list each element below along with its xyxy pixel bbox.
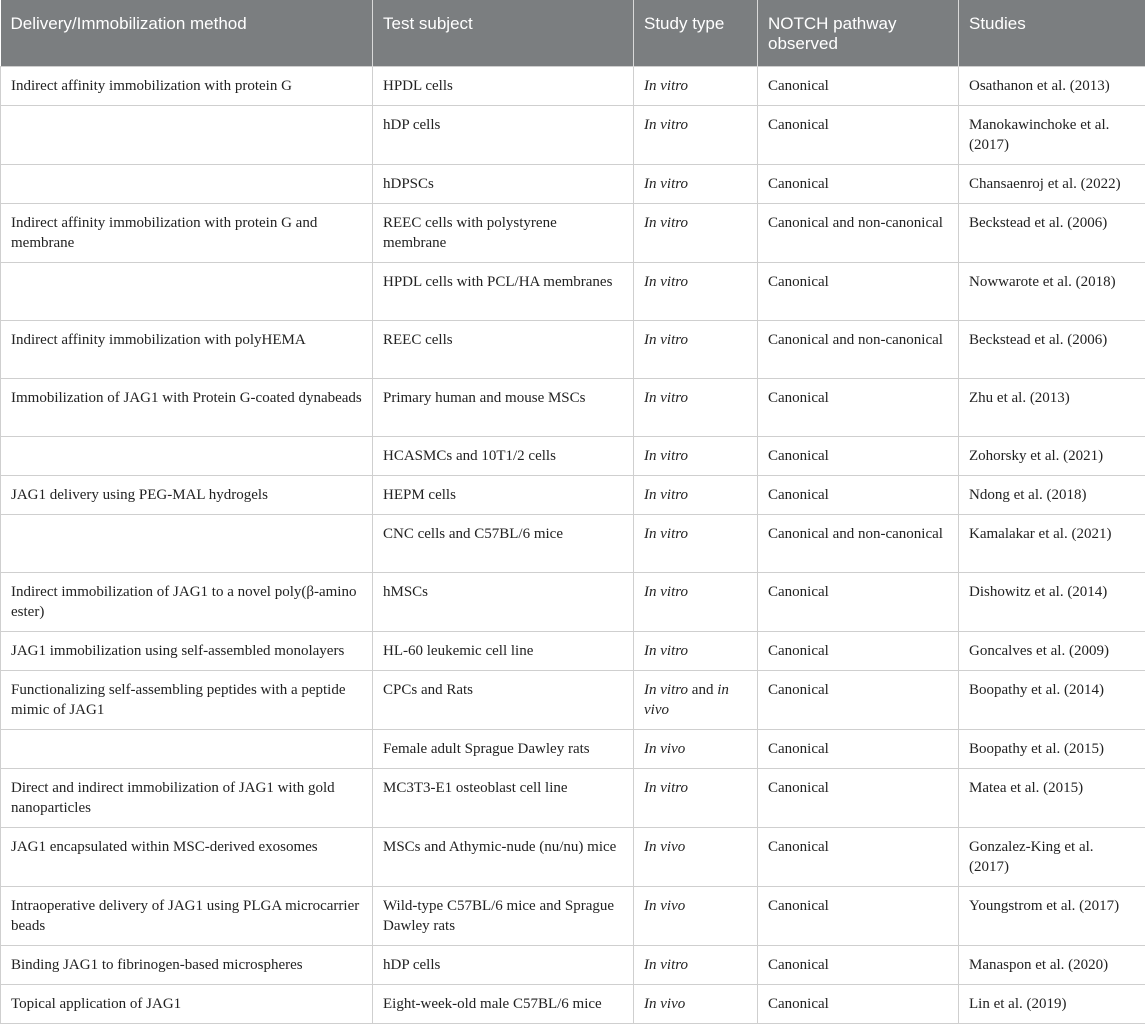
cell-test-subject: hDP cells [373,106,634,165]
table-row [1,437,1145,476]
cell-study-type: In vivo [634,887,758,946]
table-row [1,730,1145,769]
cell-studies: Manokawinchoke et al. (2017) [959,106,1145,165]
cell-notch-pathway: Canonical and non-canonical [758,321,959,379]
cell-method: Direct and indirect immobilization of JAG1 with gold nanoparticles [1,769,373,828]
cell-studies: Nowwarote et al. (2018) [959,263,1145,321]
cell-studies: Youngstrom et al. (2017) [959,887,1145,946]
cell-test-subject: hMSCs [373,573,634,632]
cell-study-type: In vitro [634,946,758,985]
cell-test-subject: REEC cells with polystyrene membrane [373,204,634,263]
cell-studies: Lin et al. (2019) [959,985,1145,1024]
cell-studies: Zhu et al. (2013) [959,379,1145,437]
table-row [1,476,1145,515]
cell-test-subject: hDPSCs [373,165,634,204]
table-body [1,67,1145,1024]
table-row [1,769,1145,828]
cell-test-subject: Female adult Sprague Dawley rats [373,730,634,769]
cell-method: Indirect immobilization of JAG1 to a novel poly(β-amino ester) [1,573,373,632]
cell-studies: Gonzalez-King et al. (2017) [959,828,1145,887]
table-row [1,671,1145,730]
column-header-test-subject: Test subject [373,0,634,67]
cell-study-type: In vivo [634,828,758,887]
cell-test-subject: HEPM cells [373,476,634,515]
cell-method: Binding JAG1 to fibrinogen-based microspheres [1,946,373,985]
cell-test-subject: HPDL cells with PCL/HA membranes [373,263,634,321]
cell-studies: Boopathy et al. (2014) [959,671,1145,730]
cell-method: Topical application of JAG1 [1,985,373,1024]
cell-study-type: In vitro [634,321,758,379]
cell-studies: Zohorsky et al. (2021) [959,437,1145,476]
cell-notch-pathway: Canonical [758,730,959,769]
cell-studies: Dishowitz et al. (2014) [959,573,1145,632]
cell-notch-pathway: Canonical [758,671,959,730]
cell-method: Indirect affinity immobilization with polyHEMA [1,321,373,379]
cell-method: Indirect affinity immobilization with protein G [1,67,373,106]
cell-studies: Chansaenroj et al. (2022) [959,165,1145,204]
cell-study-type: In vivo [634,985,758,1024]
cell-notch-pathway: Canonical [758,263,959,321]
cell-study-type: In vitro [634,437,758,476]
cell-study-type: In vitro [634,476,758,515]
cell-method: Indirect affinity immobilization with protein G and membrane [1,204,373,263]
cell-notch-pathway: Canonical [758,887,959,946]
cell-studies: Beckstead et al. (2006) [959,204,1145,263]
table-row [1,379,1145,437]
header-row [1,0,1145,67]
cell-test-subject: MC3T3-E1 osteoblast cell line [373,769,634,828]
cell-method [1,106,373,165]
cell-method: Immobilization of JAG1 with Protein G-coated dynabeads [1,379,373,437]
cell-test-subject: HPDL cells [373,67,634,106]
cell-study-type: In vitro [634,263,758,321]
cell-notch-pathway: Canonical [758,165,959,204]
cell-studies: Boopathy et al. (2015) [959,730,1145,769]
table-row [1,985,1145,1024]
cell-test-subject: REEC cells [373,321,634,379]
table-row [1,515,1145,573]
cell-method [1,263,373,321]
table-row [1,263,1145,321]
cell-study-type: In vivo [634,730,758,769]
cell-notch-pathway: Canonical [758,946,959,985]
cell-test-subject: hDP cells [373,946,634,985]
cell-test-subject: MSCs and Athymic-nude (nu/nu) mice [373,828,634,887]
cell-test-subject: Wild-type C57BL/6 mice and Sprague Dawley rats [373,887,634,946]
column-header-studies: Studies [959,0,1145,67]
column-header-notch-pathway: NOTCH pathway observed [758,0,959,67]
table-row [1,67,1145,106]
cell-notch-pathway: Canonical [758,67,959,106]
cell-method [1,437,373,476]
column-header-study-type: Study type [634,0,758,67]
cell-notch-pathway: Canonical [758,476,959,515]
cell-notch-pathway: Canonical [758,573,959,632]
cell-method: JAG1 delivery using PEG-MAL hydrogels [1,476,373,515]
cell-notch-pathway: Canonical and non-canonical [758,515,959,573]
cell-study-type: In vitro [634,204,758,263]
cell-studies: Manaspon et al. (2020) [959,946,1145,985]
table-row [1,204,1145,263]
cell-test-subject: CNC cells and C57BL/6 mice [373,515,634,573]
cell-study-type: In vitro and in vivo [634,671,758,730]
cell-studies: Beckstead et al. (2006) [959,321,1145,379]
cell-test-subject: Primary human and mouse MSCs [373,379,634,437]
cell-test-subject: HL-60 leukemic cell line [373,632,634,671]
table-row [1,632,1145,671]
cell-test-subject: Eight-week-old male C57BL/6 mice [373,985,634,1024]
cell-studies: Matea et al. (2015) [959,769,1145,828]
cell-notch-pathway: Canonical [758,106,959,165]
table-row [1,165,1145,204]
cell-studies: Osathanon et al. (2013) [959,67,1145,106]
cell-test-subject: CPCs and Rats [373,671,634,730]
cell-method: Functionalizing self-assembling peptides with a peptide mimic of JAG1 [1,671,373,730]
cell-study-type: In vitro [634,515,758,573]
cell-studies: Ndong et al. (2018) [959,476,1145,515]
cell-method [1,730,373,769]
table-row [1,887,1145,946]
cell-notch-pathway: Canonical [758,379,959,437]
cell-study-type: In vitro [634,106,758,165]
cell-studies: Kamalakar et al. (2021) [959,515,1145,573]
cell-notch-pathway: Canonical [758,985,959,1024]
table-row [1,106,1145,165]
cell-test-subject: HCASMCs and 10T1/2 cells [373,437,634,476]
cell-study-type: In vitro [634,769,758,828]
table-row [1,946,1145,985]
column-header-method: Delivery/Immobilization method [1,0,373,67]
table-row [1,828,1145,887]
cell-study-type: In vitro [634,67,758,106]
table-row [1,321,1145,379]
cell-method: JAG1 encapsulated within MSC-derived exosomes [1,828,373,887]
cell-notch-pathway: Canonical [758,437,959,476]
cell-method: Intraoperative delivery of JAG1 using PLGA microcarrier beads [1,887,373,946]
cell-study-type: In vitro [634,632,758,671]
cell-notch-pathway: Canonical [758,828,959,887]
cell-notch-pathway: Canonical and non-canonical [758,204,959,263]
cell-notch-pathway: Canonical [758,632,959,671]
cell-notch-pathway: Canonical [758,769,959,828]
cell-studies: Goncalves et al. (2009) [959,632,1145,671]
table-row [1,573,1145,632]
cell-method: JAG1 immobilization using self-assembled monolayers [1,632,373,671]
cell-method [1,165,373,204]
cell-study-type: In vitro [634,573,758,632]
table-header [1,0,1145,67]
cell-method [1,515,373,573]
cell-study-type: In vitro [634,165,758,204]
cell-study-type: In vitro [634,379,758,437]
